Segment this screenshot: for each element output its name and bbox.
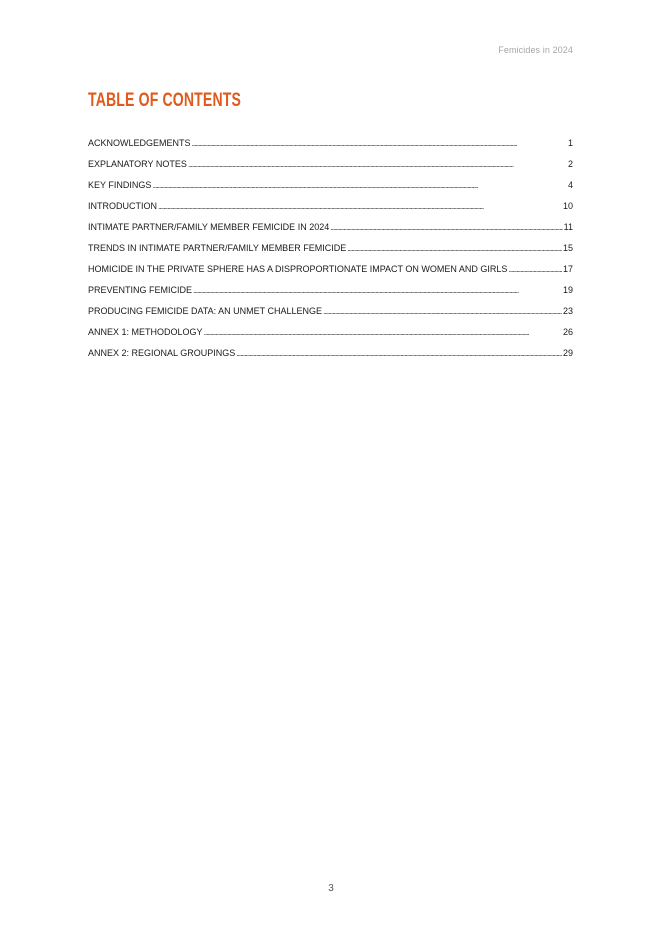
toc-entry-page: 11: [563, 222, 573, 232]
dot-leader: [152, 179, 567, 191]
running-header: Femicides in 2024: [498, 45, 573, 55]
toc-entry-page: 26: [562, 327, 573, 337]
toc-title: TABLE OF CONTENTS: [88, 90, 242, 111]
dot-leader: [193, 284, 562, 296]
dot-leader: [236, 347, 562, 359]
dot-leader: [508, 263, 562, 275]
toc-entry-label: INTIMATE PARTNER/FAMILY MEMBER FEMICIDE IN 2024: [88, 222, 330, 232]
toc-entry-label: EXPLANATORY NOTES: [88, 159, 187, 169]
toc-entry-label: ANNEX 2: REGIONAL GROUPINGS: [88, 348, 236, 358]
toc-entry-page: 4: [567, 180, 573, 190]
toc-entry-key-findings[interactable]: [88, 179, 573, 200]
toc-entry-label: PREVENTING FEMICIDE: [88, 285, 193, 295]
toc-entry-label: PRODUCING FEMICIDE DATA: AN UNMET CHALLENGE: [88, 306, 323, 316]
toc-entry-label: KEY FINDINGS: [88, 180, 152, 190]
page-number: 3: [328, 883, 334, 894]
dot-leader: [323, 305, 562, 317]
toc-entry-page: 23: [562, 306, 573, 316]
dot-leader: [188, 158, 567, 170]
toc-entry-explanatory-notes[interactable]: [88, 158, 573, 179]
toc-entry-annex-2-regional-groupings[interactable]: [88, 347, 573, 368]
toc-entry-page: 1: [567, 138, 573, 148]
dot-leader: [330, 221, 562, 233]
toc-entry-page: 2: [567, 159, 573, 169]
toc-entry-homicide-private-sphere[interactable]: [88, 263, 573, 284]
toc-entry-label: ACKNOWLEDGEMENTS: [88, 138, 191, 148]
toc-entry-label: ANNEX 1: METHODOLOGY: [88, 327, 203, 337]
toc-entry-label: HOMICIDE IN THE PRIVATE SPHERE HAS A DISPROPORTIONATE IMPACT ON WOMEN AND GIRLS: [88, 264, 508, 274]
toc-entry-label: INTRODUCTION: [88, 201, 157, 211]
toc-entry-acknowledgements[interactable]: [88, 137, 573, 158]
dot-leader: [204, 326, 562, 338]
table-of-contents: [88, 137, 573, 368]
dot-leader: [192, 137, 567, 149]
toc-entry-preventing-femicide[interactable]: [88, 284, 573, 305]
toc-entry-introduction[interactable]: [88, 200, 573, 221]
toc-entry-intimate-partner-femicide-2024[interactable]: [88, 221, 573, 242]
toc-entry-page: 19: [562, 285, 573, 295]
toc-entry-page: 29: [562, 348, 573, 358]
dot-leader: [158, 200, 562, 212]
dot-leader: [347, 242, 562, 254]
toc-entry-page: 15: [562, 243, 573, 253]
toc-entry-producing-femicide-data[interactable]: [88, 305, 573, 326]
toc-entry-page: 10: [562, 201, 573, 211]
toc-entry-label: TRENDS IN INTIMATE PARTNER/FAMILY MEMBER FEMICIDE: [88, 243, 347, 253]
toc-entry-trends-femicide[interactable]: [88, 242, 573, 263]
toc-entry-annex-1-methodology[interactable]: [88, 326, 573, 347]
toc-entry-page: 17: [562, 264, 573, 274]
